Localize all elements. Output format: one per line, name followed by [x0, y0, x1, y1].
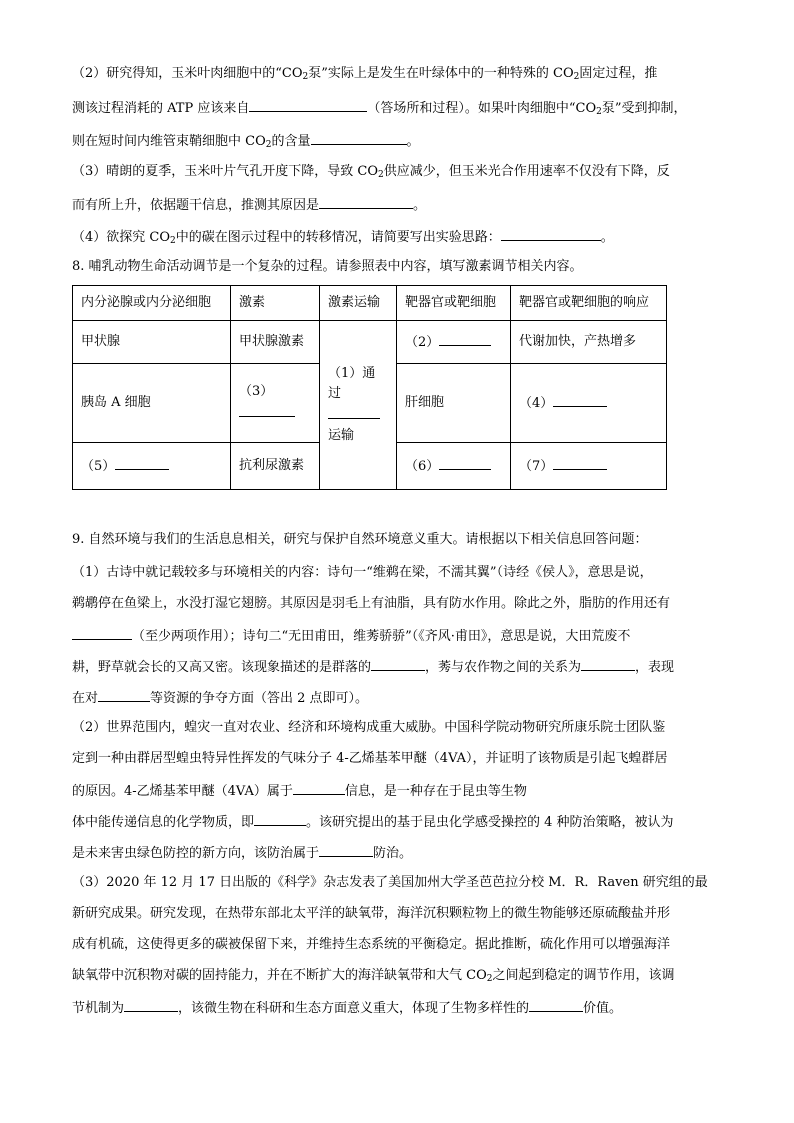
answer-blank[interactable]	[439, 331, 491, 346]
q7-part2-line2: 测该过程消耗的 ATP 应该来自 （答场所和过程）。如果叶肉细胞中“$CO_2$泵”受到抑制，	[72, 97, 687, 122]
q9-part2-line4: 体中能传递信息的化学物质，即 。该研究提出的基于昆虫化学感受操控的 4 种防治策略，被认为	[72, 811, 674, 833]
header-cell: 激素运输	[320, 286, 397, 321]
answer-blank[interactable]	[581, 656, 635, 671]
q9-part2-line2: 定到一种由群居型蝗虫特异性挥发的气味分子 4-乙烯基苯甲醚（4VA），并证明了该物质是引起飞蝗群居	[72, 751, 668, 766]
answer-blank[interactable]	[254, 811, 306, 826]
answer-blank[interactable]	[439, 455, 491, 470]
answer-blank[interactable]	[319, 842, 373, 857]
answer-blank[interactable]	[124, 997, 178, 1012]
target-cell: （2）	[397, 321, 511, 364]
response-cell: 代谢加快，产热增多	[511, 321, 667, 364]
q9-part2-line5: 是未来害虫绿色防控的新方向，该防治属于 防治。	[72, 842, 412, 864]
hormone-cell: 抗利尿激素	[231, 443, 320, 490]
answer-blank[interactable]	[98, 687, 150, 702]
header-cell: 激素	[231, 286, 320, 321]
answer-blank[interactable]	[249, 97, 367, 112]
q7-part3-line1: （3）晴朗的夏季，玉米叶片气孔开度下降，导致 $CO_2$供应减少，但玉米光合作用速率不仅没有下降，反	[72, 164, 670, 180]
q9-stem: 9. 自然环境与我们的生活息息相关，研究与保护自然环境意义重大。请根据以下相关信息回答问题：	[72, 532, 648, 547]
hormone-table	[72, 285, 667, 490]
q7-part4: （4）欲探究 $CO_2$中的碳在图示过程中的转移情况，请简要写出实验思路： 。	[72, 226, 614, 251]
q7-part2-line3: 则在短时间内维管束鞘细胞中 $CO_2$的含量 。	[72, 130, 420, 155]
answer-blank[interactable]	[115, 455, 169, 470]
q9-part3-line3: 成有机硫，这使得更多的碳被保留下来，并维持生态系统的平衡稳定。据此推断，硫化作用可以增强海洋	[72, 937, 671, 952]
q9-part3-line5: 节机制为 ，该微生物在科研和生态方面意义重大，体现了生物多样性的 价值。	[72, 997, 622, 1019]
table-header-row	[73, 286, 667, 321]
table-row	[73, 321, 667, 364]
gland-cell: 甲状腺	[73, 321, 231, 364]
hormone-cell: 甲状腺激素	[231, 321, 320, 364]
target-cell: 肝细胞	[397, 364, 511, 443]
hormone-cell: （3）	[231, 364, 320, 443]
q8-stem: 8. 哺乳动物生命活动调节是一个复杂的过程。请参照表中内容，填写激素调节相关内容。	[72, 259, 583, 274]
q9-part3-line2: 新研究成果。研究发现，在热带东部北太平洋的缺氧带，海洋沉积颗粒物上的微生物能够还原硫酸盐并形	[72, 906, 671, 921]
answer-blank[interactable]	[501, 226, 601, 241]
q7-part2-line1: （2）研究得知，玉米叶肉细胞中的“$CO_2$泵”实际上是发生在叶绿体中的一种特殊的 $CO_2$固定过程，推	[72, 66, 658, 82]
target-cell: （6）	[397, 443, 511, 490]
q9-part1-line1: （1）古诗中就记载较多与环境相关的内容：诗句一“维鹈在梁，不濡其翼”（诗经《侯人》，意思是说，	[72, 565, 653, 580]
q7-part3-line2: 而有所上升，依据题干信息，推测其原因是 。	[72, 194, 426, 216]
answer-blank[interactable]	[293, 780, 345, 795]
response-cell: （4）	[511, 364, 667, 443]
answer-blank[interactable]	[529, 997, 583, 1012]
response-cell: （7）	[511, 443, 667, 490]
q9-part1-line5: 在对 等资源的争夺方面（答出 2 点即可）。	[72, 687, 368, 709]
q9-part1-line4: 耕，野草就会长的又高又密。该现象描述的是群落的 ，莠与农作物之间的关系为 ，表现	[72, 656, 674, 678]
answer-blank[interactable]	[319, 194, 413, 209]
answer-blank[interactable]	[553, 392, 607, 407]
header-cell: 内分泌腺或内分泌细胞	[73, 286, 231, 321]
header-cell: 靶器官或靶细胞	[397, 286, 511, 321]
q9-part3-line1: （3）2020 年 12 月 17 日出版的《科学》杂志发表了美国加州大学圣芭芭拉分校 M．R．Raven 研究组的最	[72, 875, 708, 890]
gland-cell: （5）	[73, 443, 231, 490]
header-cell: 靶器官或靶细胞的响应	[511, 286, 667, 321]
gland-cell: 胰岛 A 细胞	[73, 364, 231, 443]
q9-part1-line3: （至少两项作用）；诗句二“无田甫田，维莠骄骄”（《齐风·甫田》，意思是说，大田荒废不	[72, 625, 630, 647]
answer-blank[interactable]	[371, 656, 425, 671]
transport-cell: （1）通 过 运输	[320, 321, 397, 490]
answer-blank[interactable]	[328, 404, 380, 419]
q9-part1-line2: 鹈鹕停在鱼梁上，水没打湿它翅膀。其原因是羽毛上有油脂，具有防水作用。除此之外，脂肪的作用还有	[72, 596, 671, 611]
q9-part3-line4: 缺氧带中沉积物对碳的固持能力，并在不断扩大的海洋缺氧带和大气 $CO_2$之间起到稳定的调节作用，该调	[72, 968, 675, 984]
answer-blank[interactable]	[311, 130, 407, 145]
answer-blank[interactable]	[239, 402, 295, 417]
answer-blank[interactable]	[553, 455, 607, 470]
q9-part2-line3: 的原因。4-乙烯基苯甲醚（4VA）属于 信息，是一种存在于昆虫等生物	[72, 780, 527, 802]
answer-blank[interactable]	[72, 625, 132, 640]
q9-part2-line1: （2）世界范围内，蝗灾一直对农业、经济和环境构成重大威胁。中国科学院动物研究所康乐院士团队鉴	[72, 720, 666, 735]
